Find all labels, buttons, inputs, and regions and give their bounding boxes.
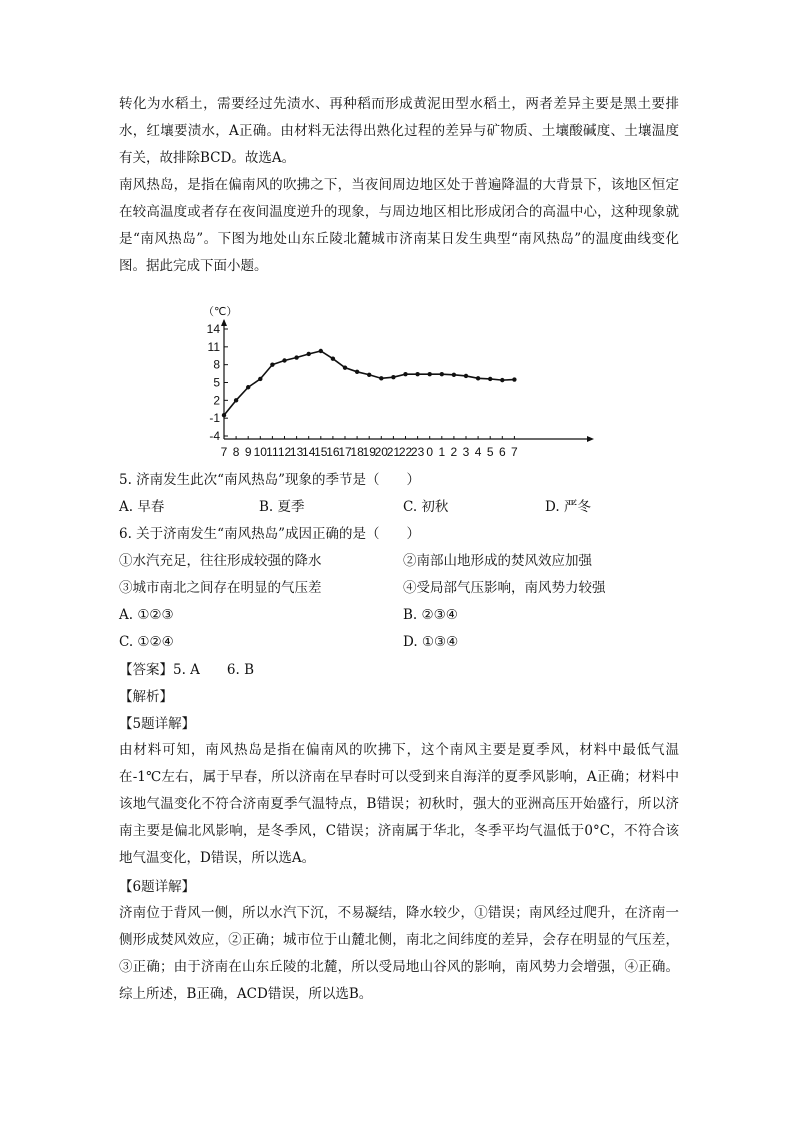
x-tick-label: 10: [253, 445, 267, 459]
chart-axes: [221, 319, 594, 442]
x-tick-label: 22: [398, 445, 413, 459]
q5-option-d: D. 严冬: [545, 499, 591, 515]
x-tick-label: 13: [289, 445, 304, 459]
intro-paragraph-2: 南风热岛，是指在偏南风的吹拂之下，当夜间周边地区处于普遍降温的大背景下，该地区恒定在较高温度或者存在夜间温度逆升的现象，与周边地区相比形成闭合的高温中心，这种现象就是“南风热岛”。下图为地处山东丘陵北麓城市济南某日发生典型“南风热岛”的温度曲线变化图。据此完成下面小题。: [119, 177, 679, 274]
detail-5-text: 由材料可知，南风热岛是指在偏南风的吹拂下，这个南风主要是夏季风，材料中最低气温在-1℃左右，属于早春，所以济南在早春时可以受到来自海洋的夏季风影响，A正确；材料中该地气温变化不符合济南夏季气温特点，B错误；初秋时，强大的亚洲高压开始盛行，所以济南主要是偏北风影响，是冬季风，C错误；济南属于华北，冬季平均气温低于0°C，不符合该地气温变化，D错误，所以选A。: [119, 742, 679, 866]
x-tick-label: 0: [426, 445, 434, 459]
q5-option-a: A. 早春: [119, 499, 165, 515]
temperature-point: [246, 385, 250, 389]
x-tick-label: 14: [302, 445, 316, 459]
x-tick-label: 20: [374, 445, 388, 459]
x-tick-label: 7: [220, 445, 228, 459]
temperature-point: [391, 375, 395, 379]
q6-statement-1: ①水汽充足，往往形成较强的降水: [119, 553, 322, 569]
q6-option-b: B. ②③④: [403, 607, 458, 623]
temperature-point: [331, 357, 335, 361]
analysis-label: 【解析】: [119, 689, 173, 705]
x-tick-label: 16: [326, 445, 340, 459]
y-tick-label: 11: [207, 339, 220, 354]
temperature-line: [224, 351, 514, 415]
y-tick-label: 5: [213, 375, 220, 390]
x-tick-label: 6: [498, 445, 506, 459]
y-tick-label: -1: [209, 411, 220, 426]
temperature-point: [270, 362, 274, 366]
x-tick-label: 23: [410, 445, 425, 459]
x-tick-label: 1: [438, 445, 446, 459]
x-tick-label: 15: [314, 445, 328, 459]
question-6-stem: 6. 关于济南发生“南风热岛”成因正确的是（ ）: [119, 526, 420, 542]
x-tick-label: 3: [462, 445, 470, 459]
intro-paragraph-1: 转化为水稻土，需要经过先渍水、再种稻而形成黄泥田型水稻土，两者差异主要是黑土要排水，红壤要渍水，A正确。由材料无法得出熟化过程的差异与矿物质、土壤酸碱度、土壤温度有关，故排除BCD。故选A。: [119, 96, 679, 166]
y-tick-label: 14: [206, 322, 220, 336]
x-tick-label: 2: [450, 445, 458, 459]
q5-option-b: B. 夏季: [259, 499, 305, 515]
x-tick-label: 19: [362, 445, 376, 459]
temperature-point: [428, 372, 432, 376]
q6-statement-4: ④受局部气压影响，南风势力较强: [403, 580, 606, 596]
temperature-point: [234, 398, 238, 402]
temperature-point: [343, 365, 347, 369]
temperature-point: [355, 370, 359, 374]
q6-option-a: A. ①②③: [119, 607, 174, 623]
temperature-point: [403, 372, 407, 376]
y-tick-label: -4: [209, 429, 220, 443]
answer-line: 【答案】5. A 6. B: [119, 662, 255, 678]
x-tick-label: 21: [386, 445, 401, 459]
q6-statement-2: ②南部山地形成的焚风效应加强: [403, 553, 592, 569]
temperature-point: [488, 377, 492, 381]
x-tick-label: 17: [338, 445, 352, 459]
temperature-point: [294, 355, 298, 359]
temperature-point: [367, 373, 371, 377]
q6-option-c: C. ①②④: [119, 634, 174, 650]
question-5-stem: 5. 济南发生此次“南风热岛”现象的季节是（ ）: [119, 472, 420, 488]
temperature-chart: [195, 300, 605, 465]
plot-area: [222, 349, 517, 418]
temperature-point: [512, 377, 516, 381]
q5-option-c: C. 初秋: [403, 499, 449, 515]
temperature-point: [282, 358, 286, 362]
x-tick-label: 4: [474, 445, 482, 459]
x-tick-label: 12: [277, 445, 292, 459]
x-tick-label: 7: [511, 445, 518, 459]
x-tick-label: 11: [266, 445, 279, 459]
temperature-point: [476, 376, 480, 380]
temperature-point: [464, 374, 468, 378]
detail-6-label: 【6题详解】: [119, 879, 196, 895]
temperature-point: [415, 372, 419, 376]
y-axis-arrow: [221, 319, 227, 326]
detail-6-text: 济南位于背风一侧，所以水汽下沉，不易凝结，降水较少，①错误；南风经过爬升，在济南一侧形成焚风效应，②正确；城市位于山麓北侧，南北之间纬度的差异，会存在明显的气压差，③正确；由于济南在山东丘陵的北麓，所以受局地山谷风的影响，南风势力会增强，④正确。综上所述，B正确，ACD错误，所以选B。: [119, 905, 679, 1002]
temperature-point: [222, 413, 226, 417]
x-tick-label: 9: [244, 445, 252, 459]
detail-5-label: 【5题详解】: [119, 716, 196, 732]
y-tick-label: 8: [213, 357, 220, 372]
temperature-point: [440, 372, 444, 376]
x-tick-label: 8: [232, 445, 240, 459]
x-axis-arrow: [587, 436, 594, 442]
y-axis-ticks: [207, 322, 228, 443]
temperature-point: [500, 378, 504, 382]
x-tick-label: 5: [486, 445, 494, 459]
y-tick-label: 2: [213, 393, 220, 408]
x-tick-label: 18: [350, 445, 364, 459]
temperature-point: [379, 376, 383, 380]
temperature-point: [307, 352, 311, 356]
q6-statement-3: ③城市南北之间存在明显的气压差: [119, 580, 322, 596]
temperature-point: [452, 373, 456, 377]
temperature-point: [258, 377, 262, 381]
q6-option-d: D. ①③④: [403, 634, 459, 650]
temperature-point: [319, 349, 323, 353]
y-axis-label: （℃）: [203, 306, 238, 318]
